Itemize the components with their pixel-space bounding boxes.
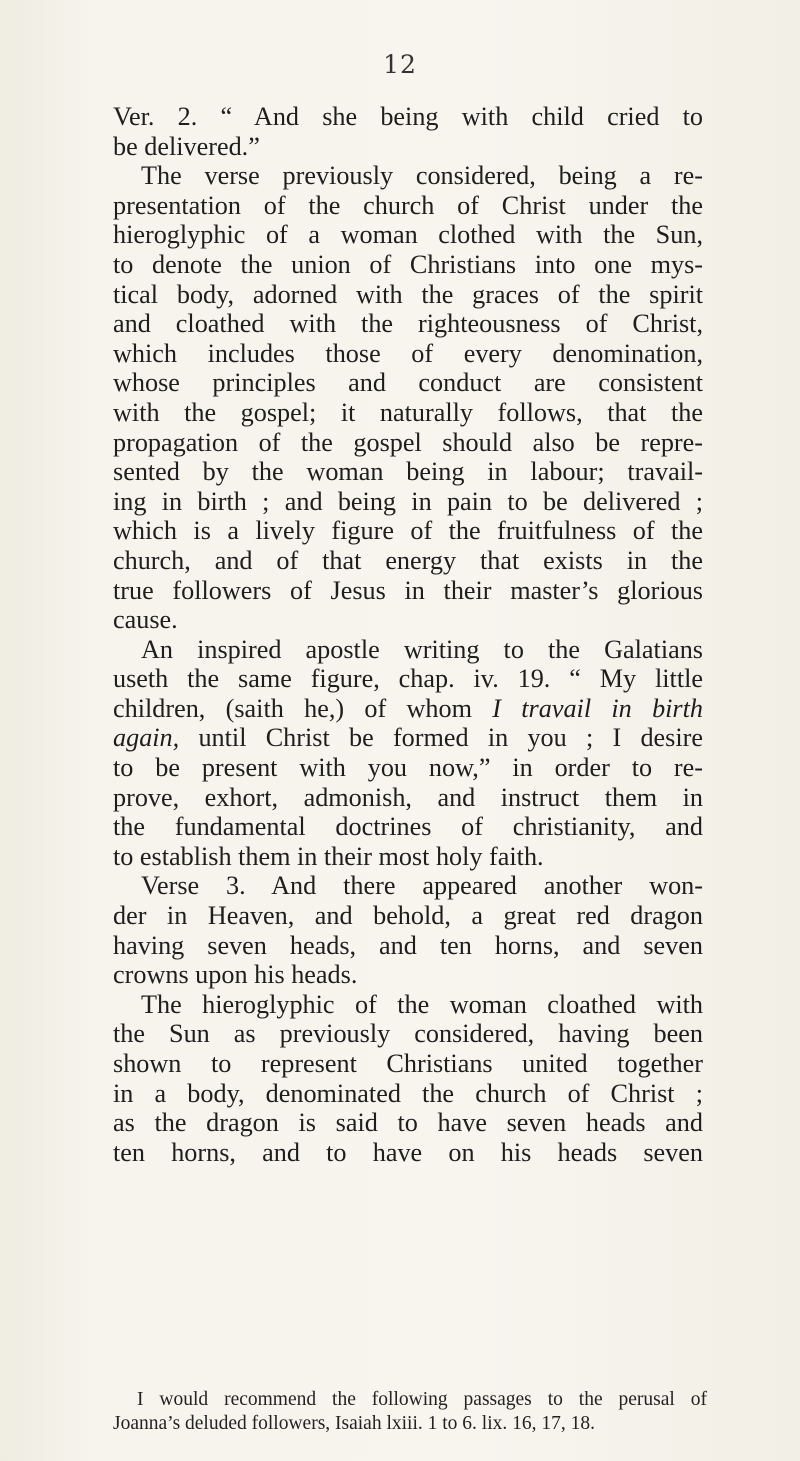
text-line: crowns upon his heads.: [113, 960, 358, 990]
text-line: which includes those of every denomination,: [113, 338, 703, 368]
text-line: presentation of the church of Christ under the: [113, 190, 703, 220]
text-line: be delivered.”: [113, 131, 260, 161]
text-line: true followers of Jesus in their master’s glorious: [113, 575, 703, 605]
text-line: to be present with you now,” in order to re-: [113, 753, 703, 783]
body-text: [113, 102, 703, 1167]
text-line: ten horns, and to have on his heads seven: [113, 1137, 703, 1167]
text-line: the fundamental doctrines of christianity, and: [113, 812, 703, 842]
footnote-line: Joanna’s deluded followers, Isaiah lxiii. 1 to 6. lix. 16, 17, 18.: [113, 1413, 596, 1434]
text-line: Ver. 2. “ And she being with child cried to: [113, 102, 703, 131]
italic-phrase: I travail in birth: [492, 693, 703, 723]
footnote-line: I would recommend the following passages to the perusal of: [137, 1389, 707, 1410]
text-run: children, (saith he,) of whom: [113, 693, 472, 723]
text-line: cause.: [113, 605, 178, 635]
text-line: der in Heaven, and behold, a great red dragon: [113, 901, 703, 931]
text-line: to establish them in their most holy faith.: [113, 841, 544, 871]
text-line: and cloathed with the righteousness of Christ,: [113, 309, 703, 339]
text-line: hieroglyphic of a woman clothed with the Sun,: [113, 220, 703, 250]
footnote: [113, 1388, 707, 1436]
text-line: useth the same figure, chap. iv. 19. “ My little: [113, 664, 703, 694]
page-number: 12: [383, 50, 417, 79]
text-line: ing in birth ; and being in pain to be delivered ;: [113, 486, 703, 516]
text-run: until Christ be formed in you ; I desire: [198, 723, 703, 753]
italic-phrase: again,: [113, 723, 180, 753]
text-line: having seven heads, and ten horns, and seven: [113, 930, 703, 960]
text-line: which is a lively figure of the fruitfulness of the: [113, 516, 703, 546]
text-line: with the gospel; it naturally follows, that the: [113, 397, 703, 427]
text-line: to denote the union of Christians into one mys-: [113, 249, 703, 279]
text-line: as the dragon is said to have seven heads and: [113, 1108, 703, 1138]
text-line: [113, 694, 703, 724]
text-line: shown to represent Christians united together: [113, 1049, 703, 1078]
text-line: in a body, denominated the church of Christ ;: [113, 1078, 703, 1108]
text-line: propagation of the gospel should also be repre-: [113, 427, 703, 457]
text-line: prove, exhort, admonish, and instruct them in: [113, 782, 703, 812]
text-line: whose principles and conduct are consistent: [113, 368, 703, 398]
text-line: [113, 723, 703, 753]
text-line: An inspired apostle writing to the Galatians: [141, 634, 703, 664]
text-line: The hieroglyphic of the woman cloathed with: [141, 989, 703, 1019]
text-line: sented by the woman being in labour; travail-: [113, 457, 703, 487]
text-line: tical body, adorned with the graces of the spirit: [113, 279, 703, 309]
text-line: Verse 3. And there appeared another won-: [141, 871, 703, 901]
text-line: church, and of that energy that exists in the: [113, 545, 703, 575]
text-line: The verse previously considered, being a re-: [141, 161, 703, 191]
text-line: the Sun as previously considered, having been: [113, 1019, 703, 1049]
